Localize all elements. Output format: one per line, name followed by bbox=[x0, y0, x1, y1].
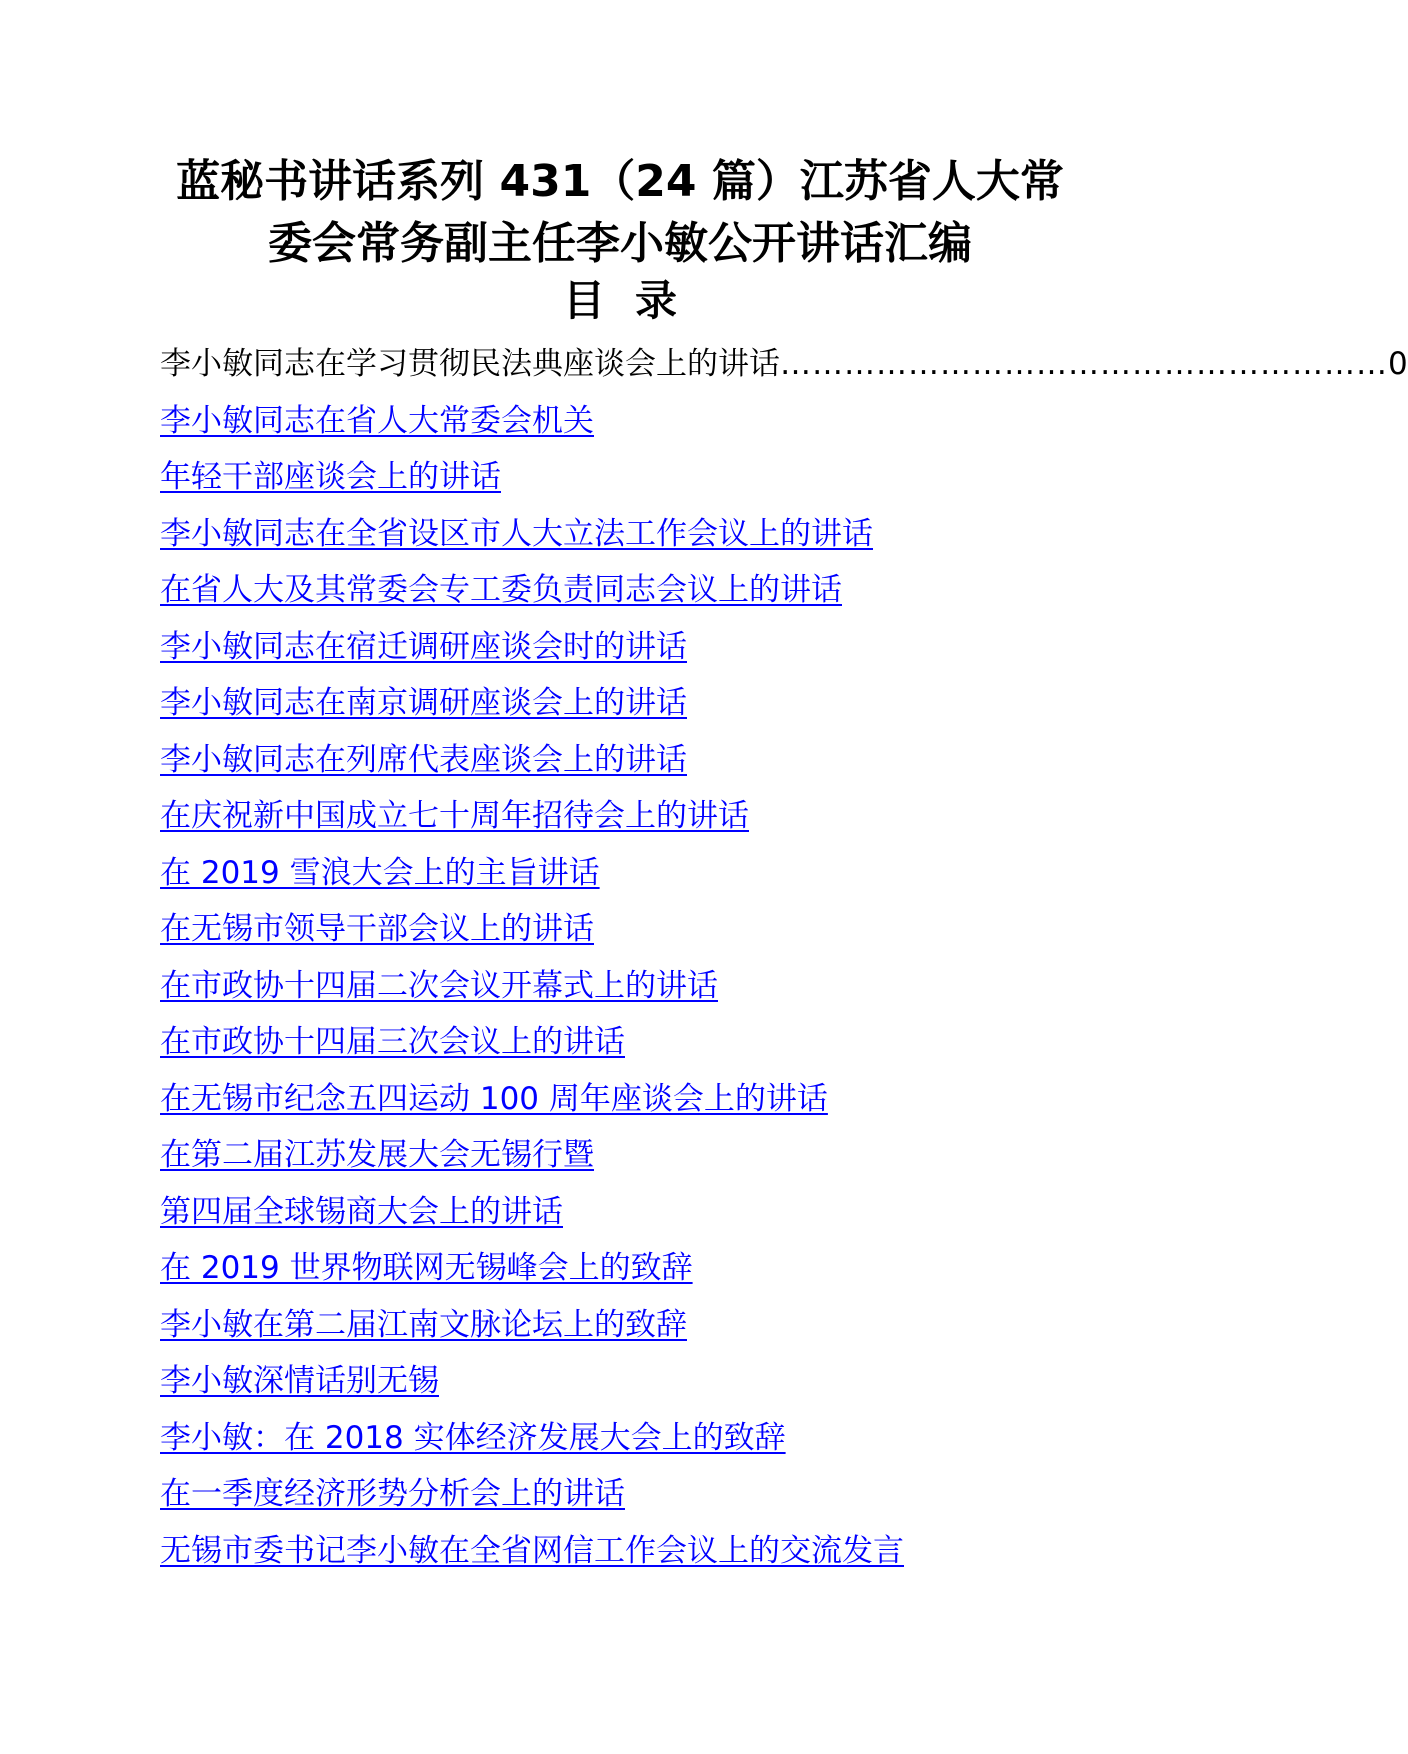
toc-link[interactable]: 在市政协十四届三次会议上的讲话 bbox=[160, 1024, 625, 1060]
toc-entry bbox=[160, 1416, 1100, 1473]
toc-entry-text: 李小敏同志在学习贯彻民法典座谈会上的讲话 bbox=[160, 346, 780, 382]
toc-entry bbox=[160, 1246, 1100, 1303]
toc-link[interactable]: 李小敏同志在全省设区市人大立法工作会议上的讲话 bbox=[160, 515, 873, 552]
toc-link[interactable]: 李小敏在第二届江南文脉论坛上的致辞 bbox=[160, 1306, 687, 1343]
toc-link[interactable]: 在市政协十四届二次会议开幕式上的讲话 bbox=[160, 967, 718, 1004]
toc-link[interactable]: 在庆祝新中国成立七十周年招待会上的讲话 bbox=[160, 798, 749, 834]
toc-link[interactable]: 在无锡市领导干部会议上的讲话 bbox=[160, 911, 594, 947]
toc-link[interactable]: 李小敏深情话别无锡 bbox=[160, 1363, 439, 1399]
toc-link[interactable]: 在 2019 雪浪大会上的主旨讲话 bbox=[160, 854, 600, 891]
toc-entry bbox=[160, 1303, 1100, 1360]
toc-entry bbox=[160, 399, 1100, 456]
toc-link[interactable]: 在一季度经济形势分析会上的讲话 bbox=[160, 1476, 625, 1512]
toc-link[interactable]: 第四届全球锡商大会上的讲话 bbox=[160, 1193, 563, 1230]
toc-entry bbox=[160, 851, 1100, 908]
toc-link[interactable]: 李小敏同志在南京调研座谈会上的讲话 bbox=[160, 685, 687, 721]
toc-entry bbox=[160, 625, 1100, 682]
toc-entry bbox=[160, 1020, 1100, 1077]
toc-entry bbox=[160, 568, 1100, 625]
toc-entry bbox=[160, 455, 1100, 512]
toc-link[interactable]: 李小敏同志在省人大常委会机关 bbox=[160, 402, 594, 439]
toc-entry bbox=[160, 1359, 1100, 1416]
toc-entry bbox=[160, 1077, 1100, 1134]
toc-entry bbox=[160, 1133, 1100, 1190]
table-of-contents bbox=[160, 342, 1408, 1585]
toc-link[interactable]: 李小敏同志在列席代表座谈会上的讲话 bbox=[160, 741, 687, 778]
toc-entry bbox=[160, 1472, 1100, 1529]
toc-dot-leader: ………………………………………………… bbox=[780, 346, 1388, 382]
toc-link[interactable]: 在 2019 世界物联网无锡峰会上的致辞 bbox=[160, 1250, 693, 1286]
toc-link[interactable]: 李小敏：在 2018 实体经济发展大会上的致辞 bbox=[160, 1419, 786, 1456]
toc-link[interactable]: 在第二届江苏发展大会无锡行暨 bbox=[160, 1137, 594, 1173]
toc-link[interactable]: 李小敏同志在宿迁调研座谈会时的讲话 bbox=[160, 628, 687, 665]
toc-page-number: 0 bbox=[1388, 346, 1408, 382]
document-title-line-2: 委会常务副主任李小敏公开讲话汇编 bbox=[268, 218, 972, 269]
toc-entry bbox=[160, 512, 1100, 569]
toc-entry bbox=[160, 964, 1100, 1021]
toc-link[interactable]: 年轻干部座谈会上的讲话 bbox=[160, 459, 501, 495]
toc-link[interactable]: 无锡市委书记李小敏在全省网信工作会议上的交流发言 bbox=[160, 1532, 904, 1569]
toc-entry bbox=[160, 738, 1100, 795]
toc-entry bbox=[160, 794, 1100, 851]
document-title-line-1: 蓝秘书讲话系列 431（24 篇）江苏省人大常 bbox=[176, 156, 1064, 207]
toc-entry bbox=[160, 1529, 1100, 1586]
toc-entry bbox=[160, 681, 1100, 738]
toc-heading: 目录 bbox=[562, 276, 707, 325]
toc-link[interactable]: 在省人大及其常委会专工委负责同志会议上的讲话 bbox=[160, 572, 842, 608]
toc-entry bbox=[160, 907, 1100, 964]
toc-entry bbox=[160, 342, 1408, 399]
toc-entry bbox=[160, 1190, 1100, 1247]
toc-link[interactable]: 在无锡市纪念五四运动 100 周年座谈会上的讲话 bbox=[160, 1080, 828, 1117]
